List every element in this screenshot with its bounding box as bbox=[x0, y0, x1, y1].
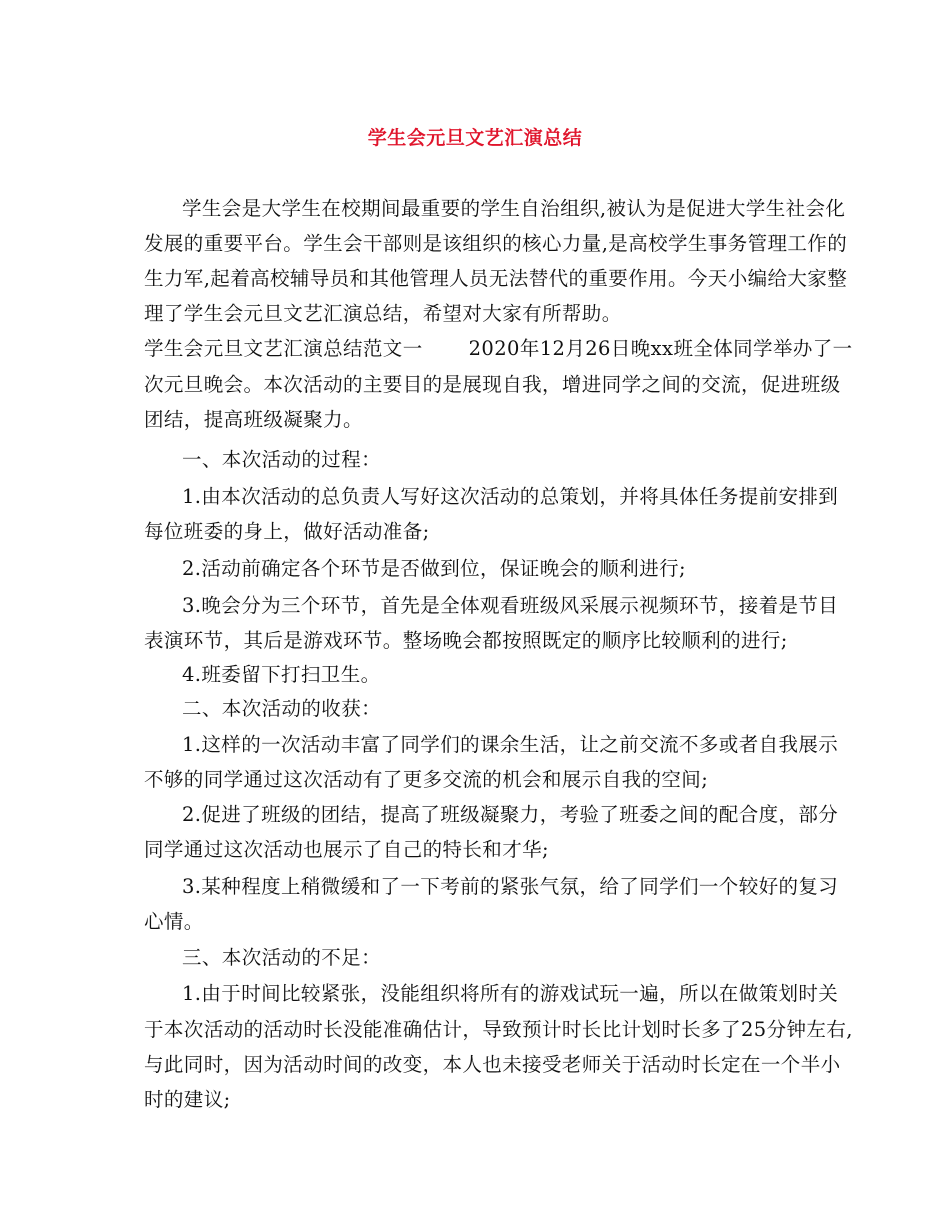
list-item-line: 于本次活动的活动时长没能准确估计，导致预计时长比计划时长多了25分钟左右, bbox=[144, 1018, 853, 1041]
paragraph-line: 学生会是大学生在校期间最重要的学生自治组织,被认为是促进大学生社会化 bbox=[182, 197, 846, 220]
list-item-line: 1.由于时间比较紧张，没能组织将所有的游戏试玩一遍，所以在做策划时关 bbox=[182, 982, 839, 1005]
heading-line: 二、本次活动的收获： bbox=[182, 697, 382, 720]
list-item-line: 时的建议; bbox=[144, 1088, 231, 1111]
paragraph-line: 发展的重要平台。学生会干部则是该组织的核心力量,是高校学生事务管理工作的 bbox=[144, 232, 848, 255]
heading-line: 三、本次活动的不足： bbox=[182, 946, 382, 969]
list-item-line: 每位班委的身上，做好活动准备; bbox=[144, 520, 430, 543]
paragraph-line: 团结，提高班级凝聚力。 bbox=[144, 408, 363, 431]
list-item-line: 2.活动前确定各个环节是否做到位，保证晚会的顺利进行; bbox=[182, 557, 686, 580]
list-item-line: 2.促进了班级的团结，提高了班级凝聚力，考验了班委之间的配合度，部分 bbox=[182, 803, 839, 826]
list-item-line: 不够的同学通过这次活动有了更多交流的机会和展示自我的空间; bbox=[144, 768, 709, 791]
document-title: 学生会元旦文艺汇演总结 bbox=[367, 127, 583, 149]
list-item-line: 表演环节，其后是游戏环节。整场晚会都按照既定的顺序比较顺利的进行; bbox=[144, 629, 788, 652]
list-item-line: 心情。 bbox=[144, 910, 204, 933]
paragraph-line: 次元旦晚会。本次活动的主要目的是展现自我，增进同学之间的交流，促进班级 bbox=[144, 373, 841, 396]
list-item-line: 4.班委留下打扫卫生。 bbox=[182, 663, 381, 686]
paragraph-line: 生力军,起着高校辅导员和其他管理人员无法替代的重要作用。今天小编给大家整 bbox=[144, 267, 848, 290]
section-heading-line bbox=[144, 334, 853, 364]
list-item-line: 1.由本次活动的总负责人写好这次活动的总策划，并将具体任务提前安排到 bbox=[182, 485, 839, 508]
list-item-line: 同学通过这次活动也展示了自己的特长和才华; bbox=[144, 838, 549, 861]
paragraph-line: 理了学生会元旦文艺汇演总结，希望对大家有所帮助。 bbox=[144, 302, 622, 325]
list-item-line: 3.某种程度上稍微缓和了一下考前的紧张气氛，给了同学们一个较好的复习 bbox=[182, 875, 839, 898]
section-intro: 2020年12月26日晚xx班全体同学举办了一 bbox=[468, 337, 853, 360]
list-item-line: 与此同时，因为活动时间的改变，本人也未接受老师关于活动时长定在一个半小 bbox=[144, 1053, 841, 1076]
list-item-line: 1.这样的一次活动丰富了同学们的课余生活，让之前交流不多或者自我展示 bbox=[182, 733, 839, 756]
list-item-line: 3.晚会分为三个环节，首先是全体观看班级风采展示视频环节，接着是节目 bbox=[182, 594, 839, 617]
section-heading: 学生会元旦文艺汇演总结范文一 bbox=[144, 337, 423, 360]
heading-line: 一、本次活动的过程： bbox=[182, 448, 382, 471]
